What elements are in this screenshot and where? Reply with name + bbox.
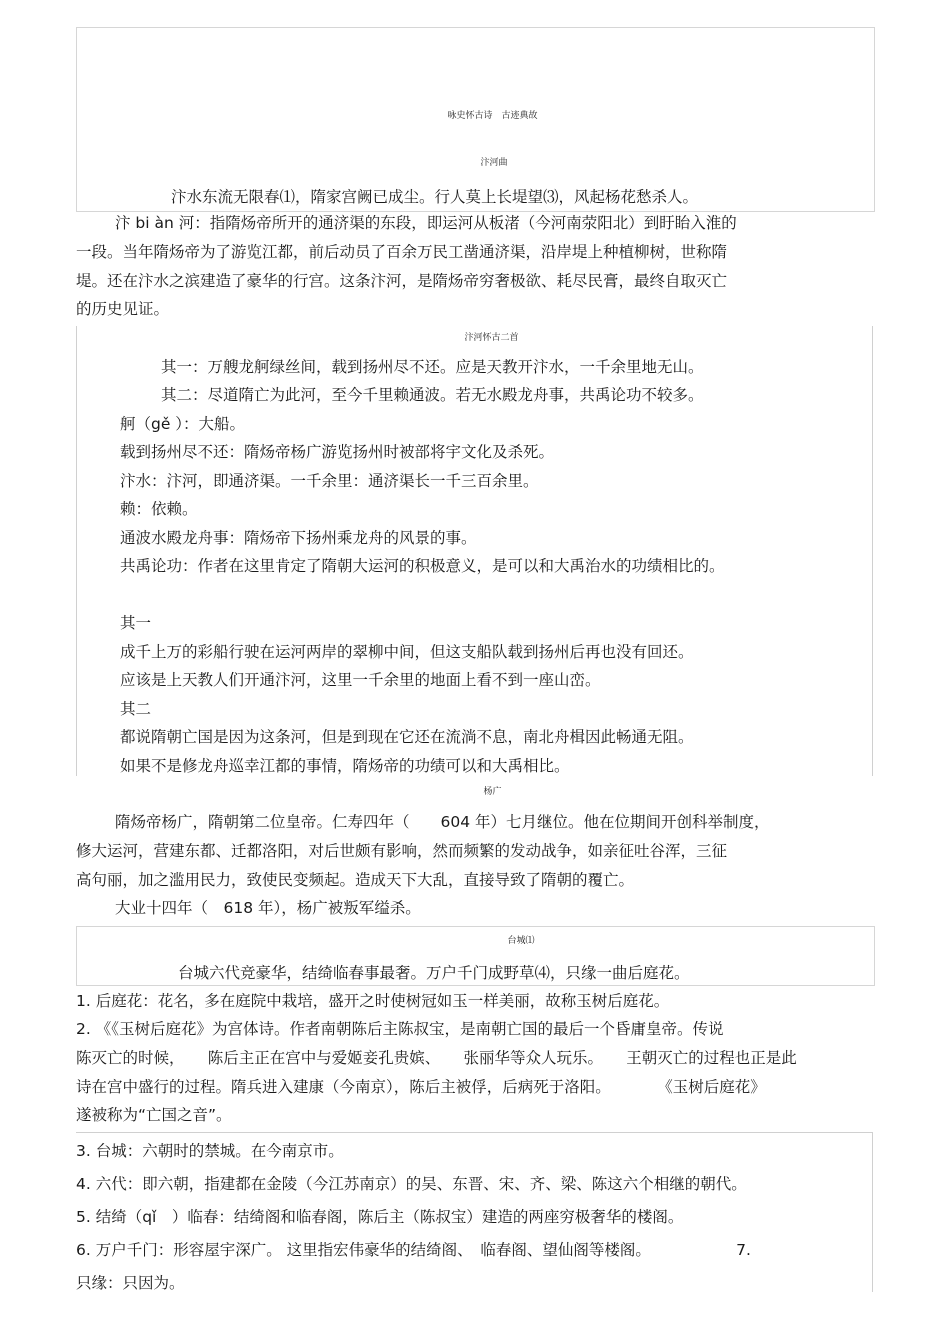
section-heading: 汴河曲 bbox=[480, 158, 508, 168]
translation-line: 其二 bbox=[120, 700, 152, 718]
section-heading: 杨广 bbox=[483, 787, 502, 797]
note-line: 只缘：只因为。 bbox=[76, 1274, 185, 1292]
frame-line bbox=[872, 1132, 873, 1292]
body-line: 高句丽，加之滥用民力，致使民变频起。造成天下大乱，直接导致了隋朝的覆亡。 bbox=[76, 871, 635, 889]
note-line: 3. 台城：六朝时的禁城。在今南京市。 bbox=[76, 1142, 344, 1160]
note-line: 4. 六代：即六朝，指建都在金陵（今江苏南京）的吴、东晋、宋、齐、梁、陈这六个相继的朝代。 bbox=[76, 1175, 747, 1193]
page-title: 咏史怀古诗 古迹典故 bbox=[447, 111, 538, 121]
translation-line: 应该是上天教人们开通汴河，这里一千余里的地面上看不到一座山峦。 bbox=[120, 671, 601, 689]
note-line: 汴水：汴河，即通济渠。一千余里：通济渠长一千三百余里。 bbox=[120, 472, 539, 490]
translation-line: 如果不是修龙舟巡幸江都的事情，隋炀帝的功绩可以和大禹相比。 bbox=[120, 757, 570, 775]
frame-line bbox=[76, 326, 77, 776]
section-heading: 汴河怀古二首 bbox=[464, 333, 519, 343]
note-line: 汴 bi àn 河：指隋炀帝所开的通济渠的东段，即运河从板渚（今河南荥阳北）到盱眙入淮的 bbox=[115, 214, 737, 232]
note-line: 5. 结绮（qǐ ）临春：结绮阁和临春阁，陈后主（陈叔宝）建造的两座穷极奢华的楼阁。 bbox=[76, 1208, 684, 1226]
poem-line: 其一：万艘龙舸绿丝间，载到扬州尽不还。应是天教开汴水，一千余里地无山。 bbox=[161, 358, 704, 376]
poem-line: 汴水东流无限春⑴，隋家宫阙已成尘。行人莫上长堤望⑶，风起杨花愁杀人。 bbox=[171, 188, 699, 206]
note-line: 一段。当年隋炀帝为了游览江都，前后动员了百余万民工凿通济渠，沿岸堤上种植柳树，世称隋 bbox=[76, 243, 728, 261]
note-line: 堤。还在汴水之滨建造了豪华的行宫。这条汴河，是隋炀帝穷奢极欲、耗尽民膏，最终自取灭亡 bbox=[76, 272, 728, 290]
note-line: 诗在宫中盛行的过程。隋兵进入建康（今南京），陈后主被俘，后病死于洛阳。 《玉树后庭花》 bbox=[76, 1078, 766, 1096]
note-line: 共禹论功：作者在这里肯定了隋朝大运河的积极意义，是可以和大禹治水的功绩相比的。 bbox=[120, 557, 725, 575]
note-line: 2. 《《玉树后庭花》为宫体诗。作者南朝陈后主陈叔宝，是南朝亡国的最后一个昏庸皇帝。传说 bbox=[76, 1020, 724, 1038]
note-line: 1. 后庭花：花名，多在庭院中栽培，盛开之时使树冠如玉一样美丽，故称玉树后庭花。 bbox=[76, 992, 670, 1010]
note-line: 遂被称为“亡国之音”。 bbox=[76, 1106, 232, 1124]
frame-line bbox=[872, 326, 873, 776]
poem-line: 其二：尽道隋亡为此河，至今千里赖通波。若无水殿龙舟事，共禹论功不较多。 bbox=[161, 386, 704, 404]
body-line: 大业十四年（ 618 年），杨广被叛军缢杀。 bbox=[115, 899, 421, 917]
body-line: 修大运河，营建东都、迁都洛阳，对后世颇有影响，然而频繁的发动战争，如亲征吐谷浑，三征 bbox=[76, 842, 728, 860]
note-line: 赖：依赖。 bbox=[120, 500, 198, 518]
note-line: 6. 万户千门：形容屋宇深广。 这里指宏伟豪华的结绮阁、 临春阁、望仙阁等楼阁。 7. bbox=[76, 1241, 751, 1259]
section-heading: 台城⑴ bbox=[507, 936, 535, 946]
body-line: 隋炀帝杨广，隋朝第二位皇帝。仁寿四年（ 604 年）七月继位。他在位期间开创科举制度， bbox=[115, 813, 770, 831]
note-line: 的历史见证。 bbox=[76, 300, 170, 318]
translation-line: 都说隋朝亡国是因为这条河，但是到现在它还在流淌不息，南北舟楫因此畅通无阻。 bbox=[120, 728, 694, 746]
note-line: 载到扬州尽不还：隋炀帝杨广游览扬州时被部将宇文化及杀死。 bbox=[120, 443, 555, 461]
translation-line: 其一 bbox=[120, 614, 152, 632]
poem-line: 台城六代竞豪华，结绮临春事最奢。万户千门成野草⑷，只缘一曲后庭花。 bbox=[178, 964, 690, 982]
note-line: 舸（gě ）：大船。 bbox=[120, 415, 246, 433]
frame-line bbox=[76, 1132, 873, 1133]
note-line: 通波水殿龙舟事：隋炀帝下扬州乘龙舟的风景的事。 bbox=[120, 529, 477, 547]
translation-line: 成千上万的彩船行驶在运河两岸的翠柳中间，但这支船队载到扬州后再也没有回还。 bbox=[120, 643, 694, 661]
note-line: 陈灭亡的时候， 陈后主正在宫中与爱姬妾孔贵嫔、 张丽华等众人玩乐。 王朝灭亡的过程也正是此 bbox=[76, 1049, 797, 1067]
